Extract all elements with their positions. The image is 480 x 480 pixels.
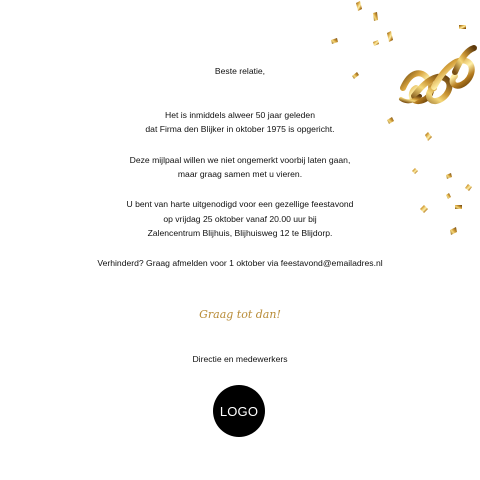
- logo-text: LOGO: [219, 403, 259, 419]
- milestone-line-1: Deze mijlpaal willen we niet ongemerkt voorbij laten gaan,: [129, 155, 351, 165]
- handwritten-signature: Graag tot dan!: [199, 308, 281, 321]
- sender-line: Directie en medewerkers: [192, 354, 288, 364]
- invitation-line-3: Zalencentrum Blijhuis, Blijhuisweg 12 te Blijdorp.: [147, 228, 333, 238]
- salutation: Beste relatie,: [214, 66, 266, 76]
- milestone-line-2: maar graag samen met u vieren.: [177, 169, 303, 179]
- invitation-line-1: U bent van harte uitgenodigd voor een gezellige feestavond: [126, 199, 354, 209]
- intro-line-2: dat Firma den Blijker in oktober 1975 is opgericht.: [145, 124, 335, 134]
- logo-badge: [213, 385, 265, 437]
- invitation-line-2: op vrijdag 25 oktober vanaf 20.00 uur bij: [163, 214, 317, 224]
- intro-line-1: Het is inmiddels alweer 50 jaar geleden: [165, 110, 315, 120]
- rsvp-line: Verhinderd? Graag afmelden voor 1 oktober via feestavond@emailadres.nl: [97, 258, 383, 268]
